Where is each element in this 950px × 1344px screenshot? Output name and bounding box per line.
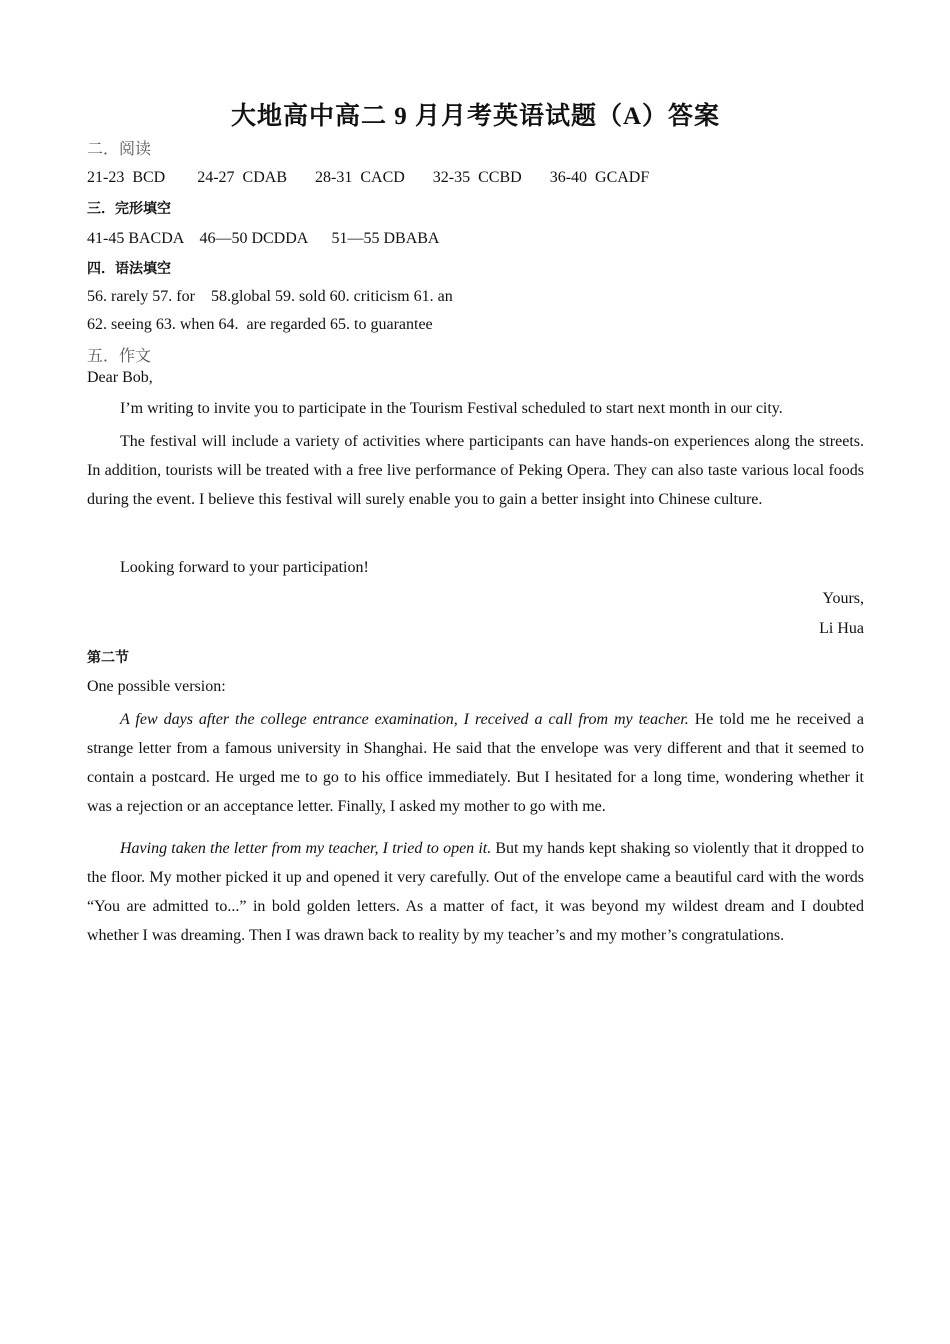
page-title: 大地高中高二 9 月月考英语试题（A）答案 bbox=[230, 103, 721, 130]
letter-signature: Li Hua bbox=[819, 620, 864, 637]
continuation-paragraph-2 bbox=[87, 834, 864, 950]
grammar-heading: 四．语法填空 bbox=[87, 261, 171, 277]
grammar-answers-line1: 56. rarely 57. for 58.global 59. sold 60. criticism 61. an bbox=[87, 288, 453, 305]
section2-intro: One possible version: bbox=[87, 678, 226, 695]
cloze-heading: 三．完形填空 bbox=[87, 201, 171, 217]
paragraph-2-lead-sentence: Having taken the letter from my teacher, I tried to open it. bbox=[120, 840, 492, 857]
paragraph-1-body: He told me he received a strange letter from a famous university in Shanghai. He said that the envelope was very different and that it seemed to contain a postcard. He urged me to go to his office immediately. But I hesitated for a long time, wondering whether it was a rejection or an acceptance letter. Finally, I asked my mother to go with me. bbox=[87, 711, 864, 815]
paragraph-2-body: But my hands kept shaking so violently that it dropped to the floor. My mother picked it up and opened it very carefully. Out of the envelope came a beautiful card with the words “You are admitted to...” in bold golden letters. As a matter of fact, it was beyond my wildest dream and I doubted whether I was dreaming. Then I was drawn back to reality by my teacher’s and my mother’s congratulations. bbox=[87, 840, 865, 944]
grammar-answers-line2: 62. seeing 63. when 64. are regarded 65. to guarantee bbox=[87, 316, 433, 333]
cloze-answers: 41-45 BACDA 46—50 DCDDA 51—55 DBABA bbox=[87, 230, 440, 247]
letter-paragraph-3: Looking forward to your participation! bbox=[120, 559, 369, 576]
letter-paragraph-2: The festival will include a variety of activities where participants can have hands-on experiences along the streets. In addition, tourists will be treated with a free live performance of Peking Opera. They can also taste various local foods during the event. I believe this festival will surely enable you to gain a better insight into Chinese culture. bbox=[87, 433, 864, 508]
continuation-paragraph-1 bbox=[87, 705, 864, 821]
letter-salutation: Dear Bob, bbox=[87, 369, 153, 386]
letter-paragraph-1: I’m writing to invite you to participate in the Tourism Festival scheduled to start next month in our city. bbox=[120, 400, 783, 417]
reading-heading: 二．阅读 bbox=[87, 141, 152, 158]
paragraph-1-lead-sentence: A few days after the college entrance examination, I received a call from my teacher. bbox=[120, 711, 689, 728]
writing-heading: 五．作文 bbox=[87, 348, 152, 365]
reading-answers: 21-23 BCD 24-27 CDAB 28-31 CACD 32-35 CCBD 36-40 GCADF bbox=[87, 169, 650, 186]
letter-closing: Yours, bbox=[822, 590, 864, 607]
section2-heading: 第二节 bbox=[87, 650, 129, 666]
